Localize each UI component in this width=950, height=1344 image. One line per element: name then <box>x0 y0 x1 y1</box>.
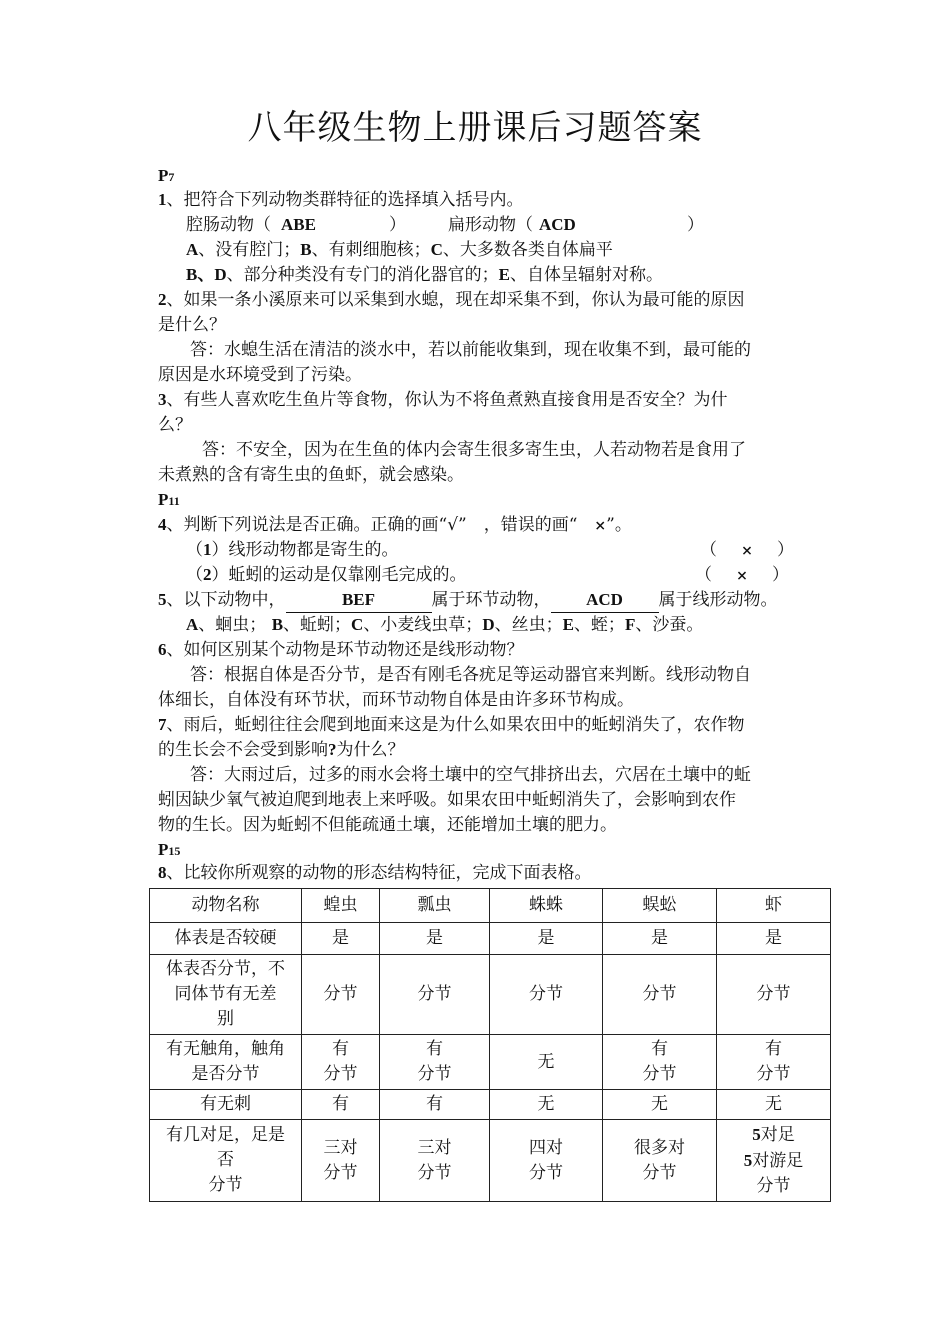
q5-options <box>186 613 703 637</box>
q3-question <box>158 388 728 412</box>
table-cell: 无 <box>490 1035 603 1090</box>
item-number: 1 <box>203 540 212 559</box>
q7-question <box>158 713 745 737</box>
table-header-cell: 虾 <box>717 889 831 923</box>
row-label: 体表否分节，不 同体节有无差 别 <box>150 955 302 1035</box>
option-letter: E <box>498 265 510 284</box>
q7-answer-cont-2: 物的生长。因为蚯蚓不但能疏通土壤，还能增加土壤的肥力。 <box>158 815 617 835</box>
table-cell: 无 <box>490 1090 603 1120</box>
paren-close: ） <box>389 215 406 235</box>
option-letter: B <box>271 615 284 634</box>
table-cell: 分节 <box>603 955 717 1035</box>
table-cell: 是 <box>717 923 831 955</box>
question-text: 属于线形动物。 <box>658 590 778 610</box>
table-header-cell: 蝗虫 <box>302 889 380 923</box>
table-cell: 有 分节 <box>380 1035 490 1090</box>
page-title: 八年级生物上册课后习题答案 <box>247 108 703 148</box>
table-cell: 三对 分节 <box>302 1120 380 1202</box>
table-cell: 是 <box>490 923 603 955</box>
paren-close: ） <box>777 540 794 560</box>
table-cell: 四对 分节 <box>490 1120 603 1202</box>
table-cell: 分节 <box>302 955 380 1035</box>
table-cell: 分节 <box>717 955 831 1035</box>
section-label: P <box>158 166 169 185</box>
q6-answer-cont: 体细长，自体没有环节状，而环节动物自体是由许多环节构成。 <box>158 690 634 710</box>
row-label: 有几对足，足是 否 分节 <box>150 1120 302 1202</box>
item-number: 2 <box>203 565 212 584</box>
question-text: 、比较你所观察的动物的形态结构特征，完成下面表格。 <box>166 863 592 883</box>
table-header-cell: 瓢虫 <box>380 889 490 923</box>
option-text: 、丝虫； <box>494 615 563 635</box>
q1-options-1 <box>186 238 613 262</box>
question-number: 5 <box>158 590 167 609</box>
table-cell: 无 <box>603 1090 717 1120</box>
option-text: 、自体呈辐射对称。 <box>509 265 663 285</box>
question-number: 3 <box>158 390 167 409</box>
table-row <box>150 955 831 1035</box>
cross-icon: × <box>594 518 607 534</box>
section-p11 <box>158 488 180 513</box>
option-letter: D <box>482 615 495 634</box>
q8-question <box>158 861 592 885</box>
q6-answer: 答：根据自体是否分节，是否有刚毛各疣足等运动器官来判断。线形动物自 <box>190 665 751 685</box>
option-text: 、有刺细胞核； <box>311 240 431 260</box>
option-text: 、沙蚕。 <box>635 615 704 635</box>
question-text: 、把符合下列动物类群特征的选择填入括号内。 <box>166 190 524 210</box>
table-row <box>150 1090 831 1120</box>
option-letter: A <box>186 615 199 634</box>
item-text: ）蚯蚓的运动是仅靠刚毛完成的。 <box>211 565 467 585</box>
question-number: 1 <box>158 190 167 209</box>
question-text: 、如果一条小溪原来可以采集到水螅，现在却采集不到，你认为最可能的原因 <box>166 290 745 310</box>
option-letter: B <box>300 240 312 259</box>
question-text: 属于环节动物， <box>431 590 551 610</box>
table-cell: 有 分节 <box>302 1035 380 1090</box>
q2-question <box>158 288 745 312</box>
table-cell: 有 分节 <box>603 1035 717 1090</box>
answer-blank: ACD <box>551 588 659 613</box>
q4-item-1 <box>186 538 399 562</box>
q2-answer-cont: 原因是水环境受到了污染。 <box>158 365 362 385</box>
answer-label: 腔肠动物（ <box>186 215 271 235</box>
option-text: 、大多数各类自体扁平 <box>442 240 613 260</box>
table-row <box>150 923 831 955</box>
option-letter: A <box>186 240 199 259</box>
section-number: 11 <box>168 494 180 508</box>
paren-open: （ <box>695 565 712 585</box>
question-text: 、以下动物中， <box>166 590 286 610</box>
table-cell: 是 <box>380 923 490 955</box>
option-letter: B <box>186 265 198 284</box>
option-letter: 、D <box>197 265 227 284</box>
table-row <box>150 1035 831 1090</box>
question-mark: ? <box>328 740 337 759</box>
paren-open: （ <box>700 540 717 560</box>
option-text: 、小麦线虫草； <box>363 615 483 635</box>
section-number: 7 <box>168 170 175 184</box>
question-number: 2 <box>158 290 167 309</box>
paren-open: （ <box>186 565 203 585</box>
table-cell: 5对足 5对游足 分节 <box>717 1120 831 1202</box>
q4-item-2 <box>186 563 467 587</box>
table-cell: 分节 <box>490 955 603 1035</box>
section-p15 <box>158 838 180 863</box>
q4-question <box>158 513 632 538</box>
table-cell: 有 <box>302 1090 380 1120</box>
option-letter: F <box>624 615 636 634</box>
table-cell: 很多对 分节 <box>603 1120 717 1202</box>
option-text: 、蛭； <box>573 615 625 635</box>
answer-label: 扁形动物（ <box>448 215 533 235</box>
table-cell: 分节 <box>380 955 490 1035</box>
question-number: 6 <box>158 640 167 659</box>
table-header-cell: 动物名称 <box>150 889 302 923</box>
table-row <box>150 1120 831 1202</box>
q7-answer: 答：大雨过后，过多的雨水会将土壤中的空气排挤出去，穴居在土壤中的蚯 <box>190 765 751 785</box>
table-cell: 是 <box>603 923 717 955</box>
section-number: 15 <box>168 844 181 858</box>
option-text: 、蛔虫； <box>198 615 267 635</box>
option-letter: C <box>430 240 443 259</box>
comparison-table <box>149 888 831 1202</box>
q2-question-cont: 是什么？ <box>158 315 226 335</box>
item-text: ）线形动物都是寄生的。 <box>211 540 399 560</box>
question-text: 、雨后，蚯蚓往往会爬到地面来这是为什么如果农田中的蚯蚓消失了，农作物 <box>166 715 745 735</box>
question-text: 的生长会不会受到影响 <box>158 740 328 760</box>
q4-item-2-answer <box>695 563 789 588</box>
section-label: P <box>158 840 169 859</box>
question-text: 为什么？ <box>336 740 405 760</box>
answer-blank: BEF <box>286 588 432 613</box>
q1-question <box>158 188 524 212</box>
paren-close: ） <box>687 215 704 235</box>
q7-question-cont <box>158 738 405 762</box>
option-text: 、没有腔门； <box>198 240 301 260</box>
option-letter: C <box>351 615 364 634</box>
answer-value: ACD <box>539 215 576 234</box>
question-text: 、如何区别某个动物是环节动物还是线形动物？ <box>166 640 524 660</box>
table-header-row <box>150 889 831 923</box>
question-text: 、有些人喜欢吃生鱼片等食物，你认为不将鱼煮熟直接食用是否安全？为什 <box>166 390 728 410</box>
table-cell: 有 <box>380 1090 490 1120</box>
option-letter: E <box>562 615 574 634</box>
q4-item-1-answer <box>700 538 794 563</box>
answer-value: ABE <box>281 215 316 234</box>
q3-answer: 答：不安全，因为在生鱼的体内会寄生很多寄生虫，人若动物若是食用了 <box>202 440 746 460</box>
table-cell: 三对 分节 <box>380 1120 490 1202</box>
question-number: 4 <box>158 515 167 534</box>
option-text: 、蚯蚓； <box>283 615 352 635</box>
q7-answer-cont-1: 蚓因缺少氧气被迫爬到地表上来呼吸。如果农田中蚯蚓消失了，会影响到农作 <box>158 790 736 810</box>
q1-answers <box>186 213 704 237</box>
table-cell: 是 <box>302 923 380 955</box>
table-header-cell: 蛛蛛 <box>490 889 603 923</box>
row-label: 有无触角，触角 是否分节 <box>150 1035 302 1090</box>
section-p7 <box>158 164 174 189</box>
q5-question <box>158 588 778 613</box>
row-label: 体表是否较硬 <box>150 923 302 955</box>
question-number: 8 <box>158 863 167 882</box>
cross-icon: × <box>741 543 753 559</box>
table-cell: 有 分节 <box>717 1035 831 1090</box>
question-number: 7 <box>158 715 167 734</box>
table-header-cell: 蜈蚣 <box>603 889 717 923</box>
paren-open: （ <box>186 540 203 560</box>
q3-question-cont: 么？ <box>158 415 192 435</box>
q2-answer: 答：水螅生活在清洁的淡水中，若以前能收集到，现在收集不到，最可能的 <box>190 340 751 360</box>
q1-options-2 <box>186 263 663 287</box>
option-text: 、部分种类没有专门的消化器官的； <box>226 265 499 285</box>
question-text: 、判断下列说法是否正确。正确的画“√” ，错误的画“ <box>166 515 595 535</box>
cross-icon: × <box>736 568 748 584</box>
q3-answer-cont: 未煮熟的含有寄生虫的鱼虾，就会感染。 <box>158 465 464 485</box>
q6-question <box>158 638 524 662</box>
section-label: P <box>158 490 169 509</box>
question-text: ”。 <box>606 515 632 535</box>
row-label: 有无刺 <box>150 1090 302 1120</box>
paren-close: ） <box>772 565 789 585</box>
table-cell: 无 <box>717 1090 831 1120</box>
